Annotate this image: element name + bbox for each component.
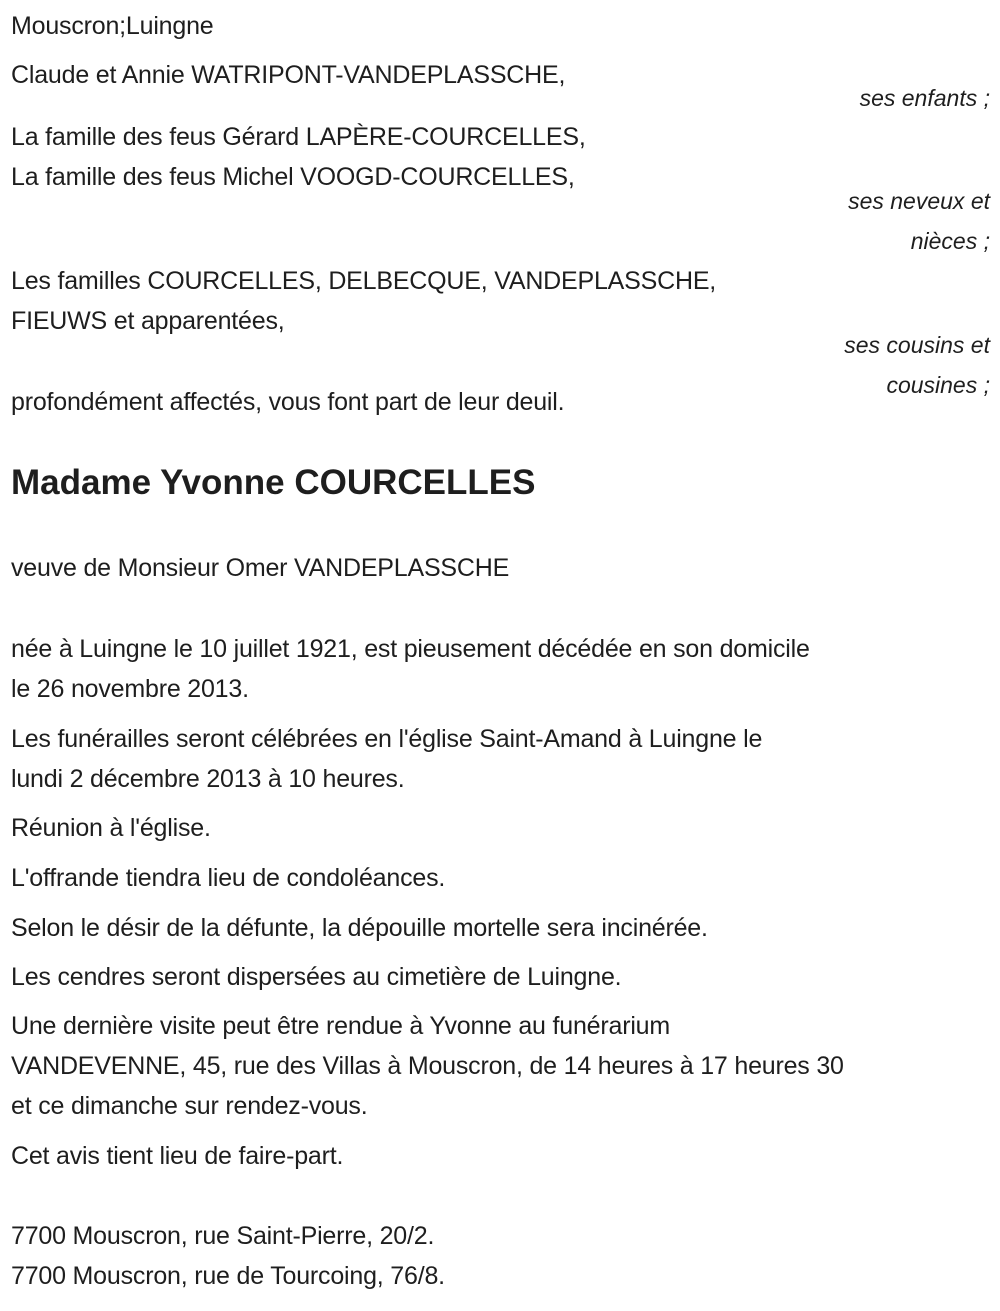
family-line: La famille des feus Michel VOOGD-COURCELLES, bbox=[11, 163, 575, 191]
family-line: Claude et Annie WATRIPONT-VANDEPLASSCHE, bbox=[11, 61, 566, 89]
closing-family-line: profondément affectés, vous font part de leur deuil. bbox=[11, 388, 565, 416]
paragraph-line: Les cendres seront dispersées au cimetière de Luingne. bbox=[11, 963, 622, 991]
paragraph-line: Selon le désir de la défunte, la dépouille mortelle sera incinérée. bbox=[11, 914, 708, 942]
family-line: Les familles COURCELLES, DELBECQUE, VANDEPLASSCHE, bbox=[11, 267, 717, 295]
family-line: La famille des feus Gérard LAPÈRE-COURCELLES, bbox=[11, 123, 586, 151]
relation-label: ses enfants ; bbox=[859, 85, 990, 111]
relation-label: nièces ; bbox=[910, 228, 990, 254]
address-line: 7700 Mouscron, rue de Tourcoing, 76/8. bbox=[11, 1262, 445, 1290]
paragraph-line: Une dernière visite peut être rendue à Yvonne au funérarium bbox=[11, 1012, 671, 1040]
paragraph-line: Réunion à l'église. bbox=[11, 814, 211, 842]
family-line: FIEUWS et apparentées, bbox=[11, 307, 285, 335]
paragraph-line: et ce dimanche sur rendez-vous. bbox=[11, 1092, 368, 1120]
paragraph-line: lundi 2 décembre 2013 à 10 heures. bbox=[11, 765, 405, 793]
paragraph-line: Cet avis tient lieu de faire-part. bbox=[11, 1142, 344, 1170]
paragraph-line: L'offrande tiendra lieu de condoléances. bbox=[11, 864, 446, 892]
relation-label: cousines ; bbox=[886, 372, 990, 398]
relation-label: ses neveux et bbox=[848, 188, 990, 214]
paragraph-line: née à Luingne le 10 juillet 1921, est pieusement décédée en son domicile bbox=[11, 635, 810, 663]
paragraph-line: le 26 novembre 2013. bbox=[11, 675, 249, 703]
address-line: 7700 Mouscron, rue Saint-Pierre, 20/2. bbox=[11, 1222, 435, 1250]
paragraph-line: VANDEVENNE, 45, rue des Villas à Mouscron, de 14 heures à 17 heures 30 bbox=[11, 1052, 844, 1080]
widow-of-line: veuve de Monsieur Omer VANDEPLASSCHE bbox=[11, 554, 510, 582]
relation-label: ses cousins et bbox=[844, 332, 990, 358]
location-line: Mouscron;Luingne bbox=[11, 12, 214, 40]
paragraph-line: Les funérailles seront célébrées en l'église Saint-Amand à Luingne le bbox=[11, 725, 763, 753]
deceased-name: Madame Yvonne COURCELLES bbox=[11, 463, 536, 502]
